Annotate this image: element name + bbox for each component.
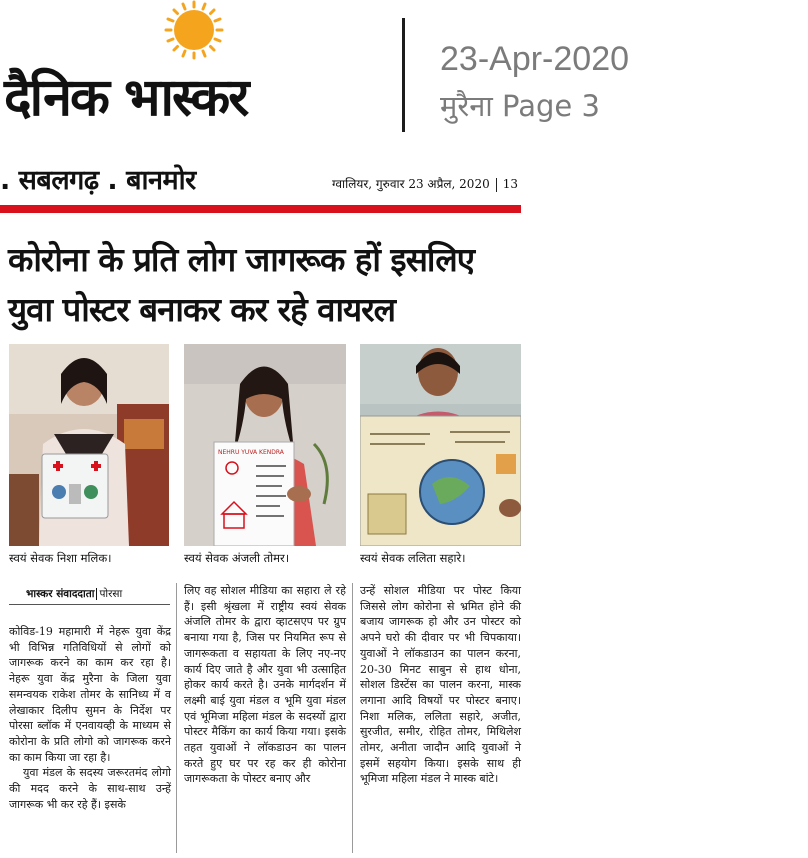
photo-volunteer-3-image [360,344,521,546]
svg-text:NEHRU YUVA KENDRA: NEHRU YUVA KENDRA [218,449,284,456]
column-divider-2 [352,583,353,853]
column-1-paragraph-1: कोविड-19 महामारी में नेहरू युवा केंद्र भी विभिन्न गतिविधियों से लोगों को जागरूक करने का काम कर रहा है। नेहरू युवा केंद्र मुरैना के जिला युवा समन्वयक राकेश तोमर के सानिध्य में व लेखाकार दिलीप सुमन के निर्देश पर पोरसा ब्लॉक में एनवायव्ही के माध्यम से कोरोना के प्रति लोगो को जागरूक करने का काम किया जा रहा है। [9,625,171,764]
masthead-divider [402,18,405,132]
byline-rule [9,604,170,605]
photo-volunteer-2-image [184,344,346,546]
photo-caption-1: स्वयं सेवक निशा मलिक। [9,551,112,565]
masthead [0,0,808,150]
column-divider-1 [176,583,177,853]
article-column-3 [360,583,521,787]
photo-volunteer-1-image [9,344,169,546]
edition-date: 23-Apr-2020 [440,40,630,78]
dateline [332,175,518,192]
sun-logo-icon [158,0,230,66]
section-red-rule [0,205,521,213]
photo-caption-2: स्वयं सेवक अंजली तोमर। [184,551,290,565]
byline-agency: भास्कर संवाददाता [26,588,95,600]
photo-volunteer-1 [9,344,169,546]
page-number: 13 [502,177,518,191]
headline-line-2: युवा पोस्टर बनाकर कर रहे वायरल [8,290,396,329]
column-3-paragraph: उन्हें सोशल मीडिया पर पोस्ट किया जिससे लोग कोरोना से भ्रमित होने की बजाय जागरूक हो और उन पोस्टर को अपने घरो की दीवार पर भी चिपकाया। युवाओं ने लॉकडाउन का पालन करना, 20-30 मिनट साबुन से हाथ धोना, सोशल डिस्टेंस का पालन करना, मास्क लगाना आदि विषयों पर पोस्टर बनाए। निशा मलिक, ललिता सहारे, अजीत, सुरजीत, समीर, रोहित तोमर, मिथिलेश तोमर, अनीता जादौन आदि युवाओं ने इसमें सहयोग किया। इसके साथ ही भूमिजा महिला मंडल ने मास्क बांटे। [360,584,521,786]
headline [8,236,528,334]
column-1-paragraph-2: युवा मंडल के सदस्य जरूरतमंद लोगो की मदद करने के साथ-साथ उन्हें जागरूक भी कर रहे हैं। इसके [9,766,171,811]
photo-volunteer-2 [184,344,346,546]
edition-page: मुरैना Page 3 [440,89,600,123]
photo-caption-3: स्वयं सेवक ललिता सहारे। [360,551,466,565]
byline-separator [96,588,97,600]
dateline-text: ग्वालियर, गुरुवार 23 अप्रैल, 2020 [332,177,490,191]
section-title: . सबलगढ़ . बानमोर [0,165,196,196]
article-column-1 [9,624,171,812]
headline-line-1: कोरोना के प्रति लोग जागरूक हों इसलिए [8,240,475,279]
column-2-paragraph: लिए वह सोशल मीडिया का सहारा ले रहे हैं। इसी श्रृंखला में राष्ट्रीय स्वयं सेवक अंजलि तोमर के द्वारा व्हाटसएप पर ग्रुप बनाया गया है, जिस पर नियमित रूप से जागरूकता व सहायता के लिए नए-नए कार्य दिए जाते है और युवा भी उत्साहित होकर कार्य करते है। उनके मार्गदर्शन में लक्ष्मी बाई युवा मंडल व भूमि युवा मंडल एवं भूमिजा महिला मंडल के सदस्यों द्वारा पोस्टर मैकिंग का कार्य किया गया। इसके तहत युवाओं ने लॉकडाउन का पालन करते हुए घर पर रह कर ही कोरोना जागरूकता के पोस्टर बनाए और [184,584,346,786]
paper-name-logo: दैनिक भास्कर [4,68,248,128]
dateline-separator [496,178,497,192]
article-column-2 [184,583,346,787]
byline [26,587,122,601]
byline-place: पोरसा [99,588,123,600]
photo-volunteer-3 [360,344,521,546]
